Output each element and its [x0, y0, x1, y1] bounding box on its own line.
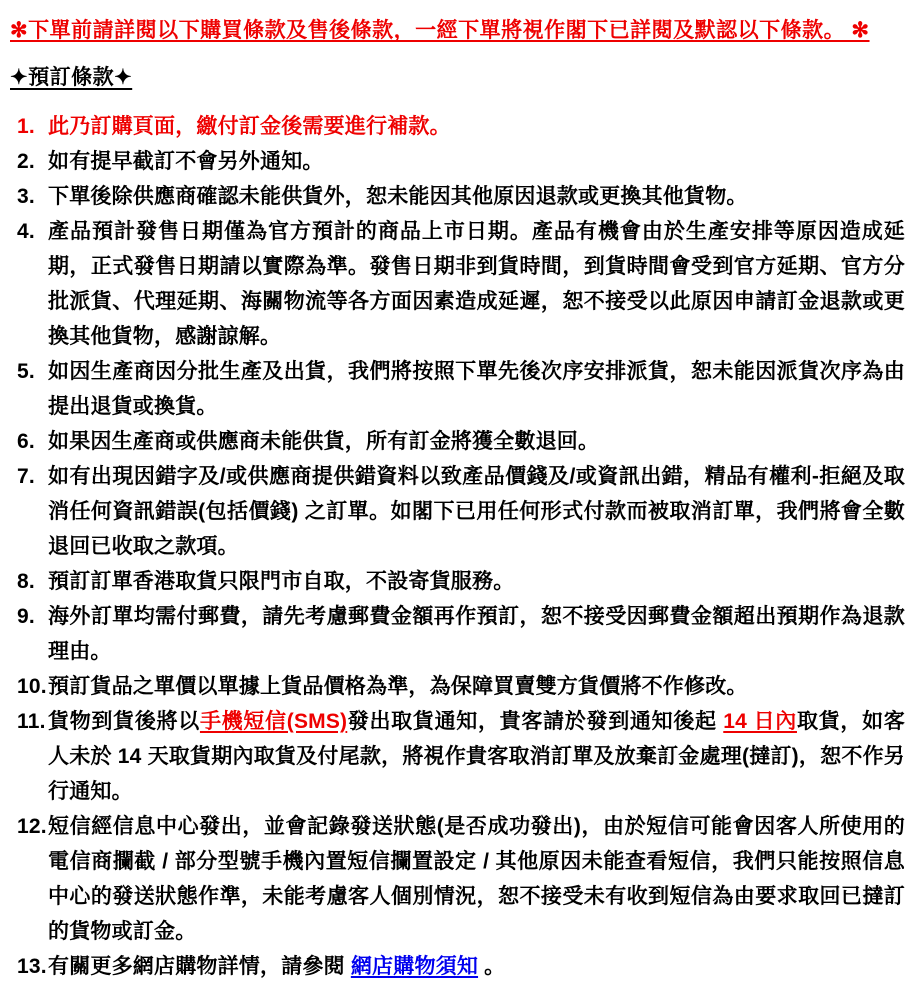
term-text: 如因生產商因分批生產及出貨，我們將按照下單先後次序安排派貨，恕未能因派貨次序為由提出退貨或換貨。 — [48, 360, 905, 418]
term-item — [8, 354, 905, 424]
term-text: 如有提早截訂不會另外通知。 — [48, 150, 324, 173]
shop-guide-link[interactable]: 網店購物須知 — [350, 955, 479, 978]
term-number: 8. — [17, 570, 35, 593]
term-text: 此乃訂購頁面，繳付訂金後需要進行補款。 — [48, 115, 451, 138]
term-number: 11. — [17, 710, 46, 733]
term-text: 預訂貨品之單價以單據上貨品價格為準，為保障買賣雙方貨價將不作修改。 — [48, 675, 748, 698]
term-item — [8, 109, 905, 144]
term-text: 海外訂單均需付郵費，請先考慮郵費金額再作預訂，恕不接受因郵費金額超出預期作為退款理由。 — [48, 605, 905, 663]
term-item — [8, 179, 905, 214]
term-text: 貨物到貨後將以 — [48, 710, 200, 733]
term-number: 10. — [17, 675, 47, 698]
term-text: 產品預計發售日期僅為官方預計的商品上市日期。產品有機會由於生產安排等原因造成延期，正式發售日期請以實際為準。發售日期非到貨時間，到貨時間會受到官方延期、官方分批派貨、代理延期、海關物流等各方面因素造成延遲，恕不接受以此原因申請訂金退款或更換其他貨物，感謝諒解。 — [48, 220, 905, 348]
term-number: 2. — [17, 150, 35, 173]
term-number: 5. — [17, 360, 35, 383]
term-text: 。 — [478, 955, 506, 978]
term-item — [8, 424, 905, 459]
term-text: 有關更多網店購物詳情，請參閱 — [48, 955, 351, 978]
term-number: 4. — [17, 220, 35, 243]
pre-order-warning-banner: ✻下單前請詳閱以下購買條款及售後條款，一經下單將視作閣下已詳閱及默認以下條款。 ✻ — [10, 19, 870, 42]
term-text: 如果因生產商或供應商未能供貨，所有訂金將獲全數退回。 — [48, 430, 600, 453]
term-text: 短信經信息中心發出，並會記錄發送狀態(是否成功發出)，由於短信可能會因客人所使用的電信商攔截 / 部分型號手機內置短信攔置設定 / 其他原因未能查看短信，我們只能按照信息中心的發送狀態作準，未能考慮客人個別情況，恕不接受未有收到短信為由要求取回已撻訂的貨物或訂金。 — [48, 815, 905, 943]
term-number: 13. — [17, 955, 47, 978]
term-item — [8, 459, 905, 564]
term-number: 12. — [17, 815, 47, 838]
term-text: 發出取貨通知，貴客請於發到通知後起 — [347, 710, 724, 733]
term-text: 取貨，如客人未於 14 天取貨期內取貨及付尾款，將視作貴客取消訂單及放棄訂金處理(撻訂)，恕不作另行通知。 — [48, 710, 906, 803]
term-text: 14 日內 — [723, 710, 797, 733]
term-item — [8, 704, 905, 809]
term-number: 7. — [17, 465, 35, 488]
section-title-preorder-terms: ✦預訂條款✦ — [10, 66, 133, 89]
term-text: 下單後除供應商確認未能供貨外，恕未能因其他原因退款或更換其他貨物。 — [48, 185, 748, 208]
term-item — [8, 599, 905, 669]
term-number: 1. — [17, 115, 35, 138]
term-number: 3. — [17, 185, 35, 208]
term-item — [8, 669, 905, 704]
term-number: 6. — [17, 430, 35, 453]
term-item — [8, 564, 905, 599]
term-text: 如有出現因錯字及/或供應商提供錯資料以致產品價錢及/或資訊出錯，精品有權利-拒絕及取消任何資訊錯誤(包括價錢) 之訂單。如閣下已用任何形式付款而被取消訂單，我們將會全數退回已收取之款項。 — [48, 465, 905, 558]
term-number: 9. — [17, 605, 35, 628]
term-text: 預訂訂單香港取貨只限門市自取，不設寄貨服務。 — [48, 570, 515, 593]
term-item — [8, 144, 905, 179]
terms-list — [8, 109, 905, 984]
term-item — [8, 949, 905, 984]
term-item — [8, 809, 905, 949]
term-text: 手機短信(SMS) — [199, 710, 348, 733]
term-item — [8, 214, 905, 354]
